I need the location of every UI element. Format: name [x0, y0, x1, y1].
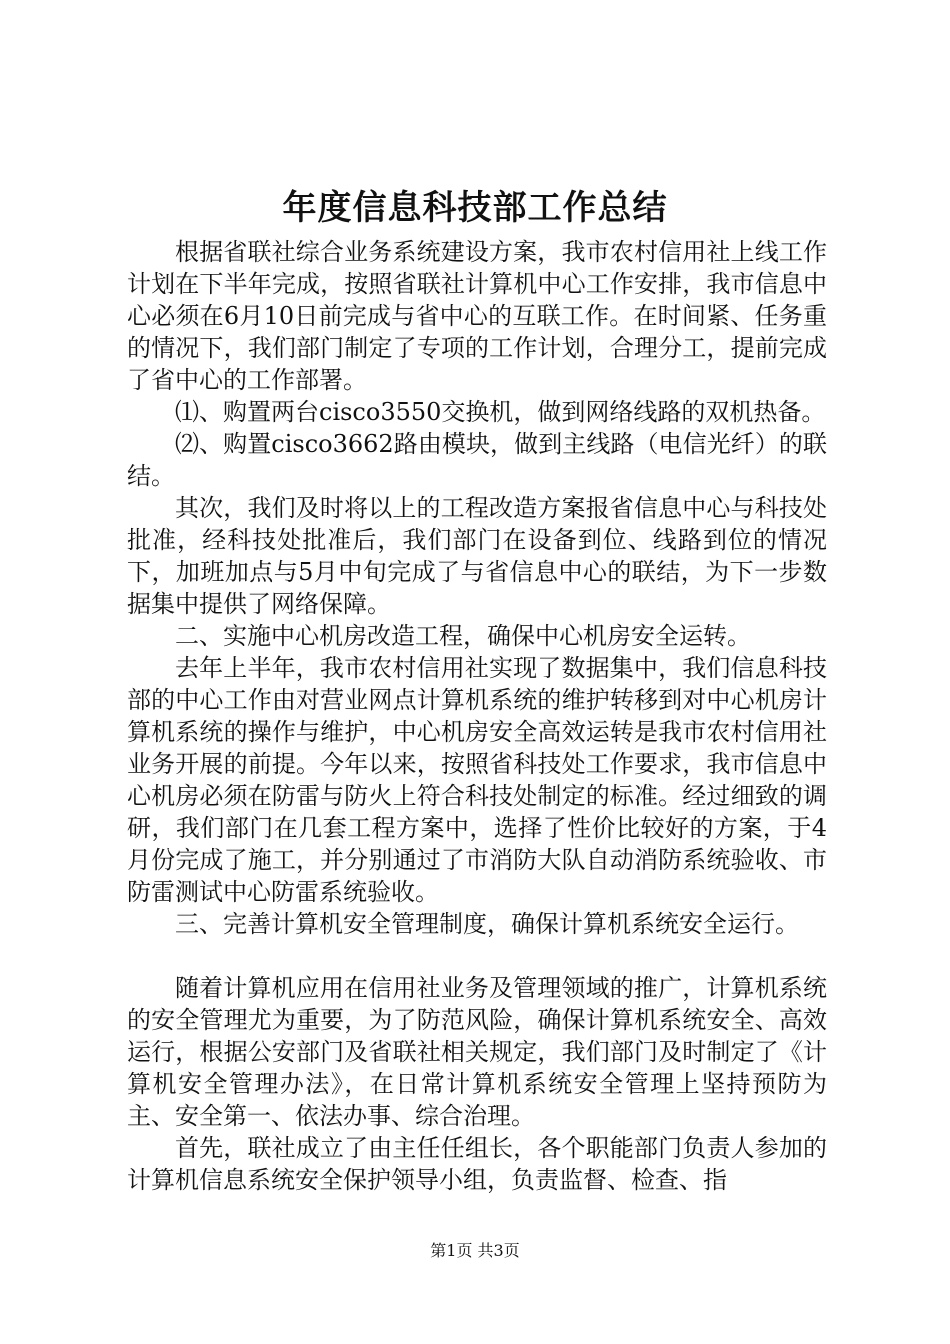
- paragraph-security: 随着计算机应用在信用社业务及管理领域的推广，计算机系统的安全管理尤为重要，为了防范风险，确保计算机系统安全、高效运行，根据公安部门及省联社相关规定，我们部门及时制定了《计算机安全管理办法》，在日常计算机系统安全管理上坚持预防为主、安全第一、依法办事、综合治理。: [127, 974, 827, 1130]
- section-heading-3: 三、完善计算机安全管理制度，确保计算机系统安全运行。: [175, 910, 799, 938]
- document-body: [127, 236, 827, 1196]
- paragraph-firstly: 首先，联社成立了由主任任组长，各个职能部门负责人参加的计算机信息系统安全保护领导小组，负责监督、检查、指: [127, 1134, 827, 1194]
- paragraph-secondly: 其次，我们及时将以上的工程改造方案报省信息中心与科技处批准，经科技处批准后，我们部门在设备到位、线路到位的情况下，加班加点与5月中旬完成了与省信息中心的联结，为下一步数据集中提供了网络保障。: [127, 494, 827, 618]
- page-footer: 第1页 共3页: [430, 1241, 520, 1260]
- paragraph-item-1: ⑴、购置两台cisco3550交换机，做到网络线路的双机热备。: [175, 398, 826, 426]
- section-heading-2: 二、实施中心机房改造工程，确保中心机房安全运转。: [175, 622, 751, 650]
- document-title: 年度信息科技部工作总结: [282, 188, 668, 228]
- paragraph-machine-room: 去年上半年，我市农村信用社实现了数据集中，我们信息科技部的中心工作由对营业网点计算机系统的维护转移到对中心机房计算机系统的操作与维护，中心机房安全高效运转是我市农村信用社业务开展的前提。今年以来，按照省科技处工作要求，我市信息中心机房必须在防雷与防火上符合科技处制定的标准。经过细致的调研，我们部门在几套工程方案中，选择了性价比较好的方案，于4月份完成了施工，并分别通过了市消防大队自动消防系统验收、市防雷测试中心防雷系统验收。: [127, 654, 827, 906]
- paragraph-intro: 根据省联社综合业务系统建设方案，我市农村信用社上线工作计划在下半年完成，按照省联社计算机中心工作安排，我市信息中心必须在6月10日前完成与省中心的互联工作。在时间紧、任务重的情况下，我们部门制定了专项的工作计划，合理分工，提前完成了省中心的工作部署。: [127, 238, 827, 394]
- paragraph-item-2: ⑵、购置cisco3662路由模块，做到主线路（电信光纤）的联结。: [127, 430, 827, 490]
